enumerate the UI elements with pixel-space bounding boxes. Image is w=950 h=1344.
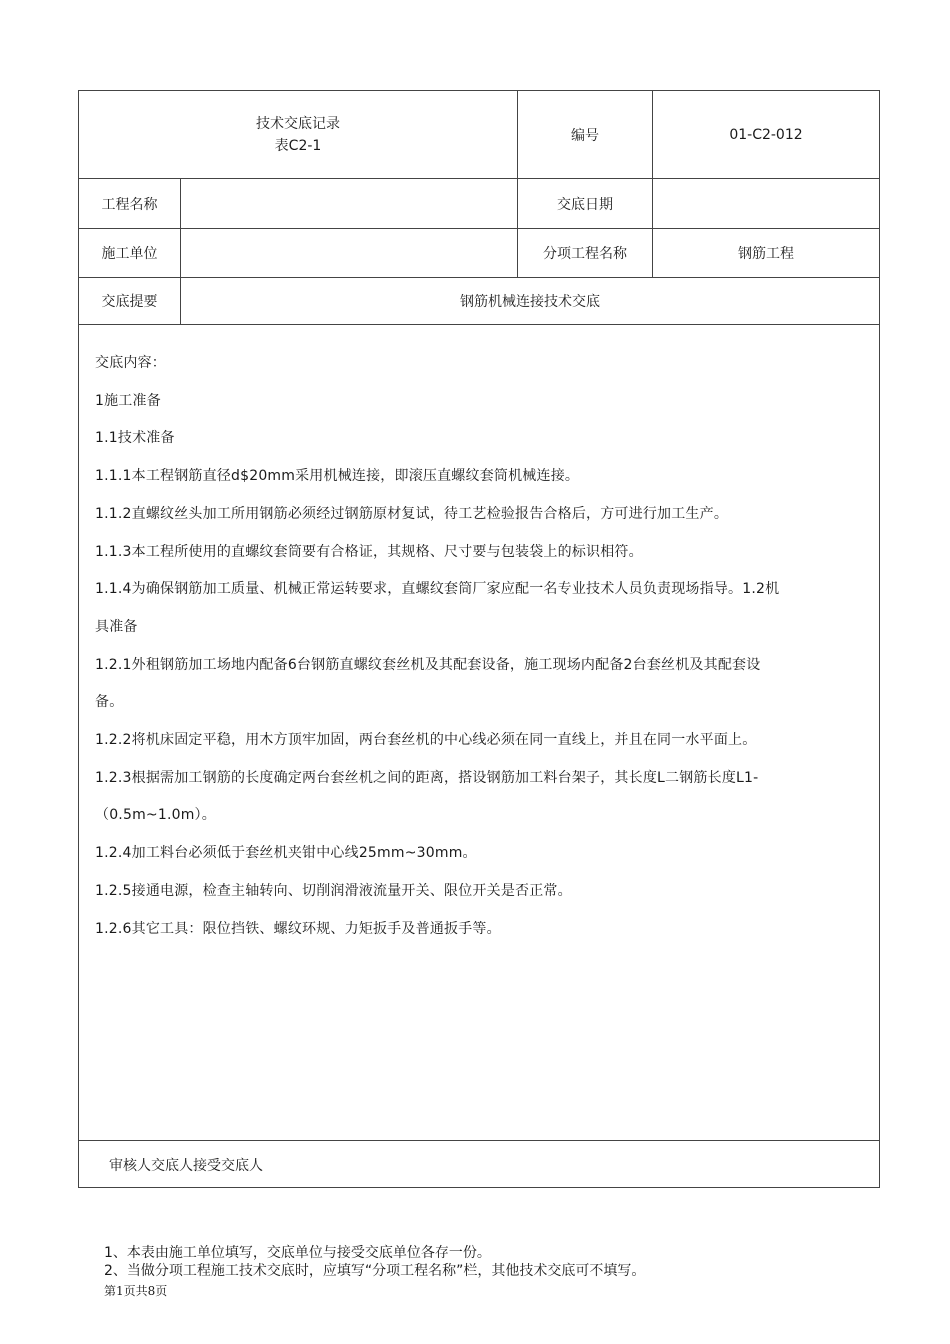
content-line: 1.2.5接通电源，检查主轴转向、切削润滑液流量开关、限位开关是否正常。: [95, 882, 572, 899]
unit-label: 施工单位: [101, 246, 158, 262]
content-line: 1.2.3根据需加工钢筋的长度确定两台套丝机之间的距离，搭设钢筋加工料台架子，其长度L二钢筋长度L1-: [95, 769, 759, 786]
content-line: 1.1.4为确保钢筋加工质量、机械正常运转要求，直螺纹套筒厂家应配一名专业技术人员负责现场指导。1.2机: [95, 581, 780, 598]
note-item: 2、当做分项工程施工技术交底时，应填写“分项工程名称”栏，其他技术交底可不填写。: [104, 1263, 646, 1279]
content-line: 1.2.1外租钢筋加工场地内配备6台钢筋直螺纹套丝机及其配套设备，施工现场内配备2台套丝机及其配套设: [95, 656, 761, 673]
content-line: 具准备: [95, 618, 138, 635]
content-line: 1.1.3本工程所使用的直螺纹套筒要有合格证，其规格、尺寸要与包装袋上的标识相符。: [95, 543, 643, 560]
form-notes: [104, 1244, 645, 1280]
content-line: 备。: [95, 694, 124, 711]
content-heading: 交底内容：: [95, 355, 166, 371]
content-line: 1.1.2直螺纹丝头加工所用钢筋必须经过钢筋原材复试，待工艺检验报告合格后，方可进行加工生产。: [95, 505, 729, 522]
content-line: 1.1技术准备: [95, 430, 175, 447]
form-title-cell: [79, 91, 517, 178]
number-value: 01-C2-012: [729, 126, 803, 143]
disclosure-content: [95, 345, 875, 948]
unit-field[interactable]: [181, 229, 517, 277]
disclosure-form: [78, 90, 880, 1188]
content-line: 1.2.2将机床固定平稳，用木方顶牢加固，两台套丝机的中心线必须在同一直线上，并且在同一水平面上。: [95, 732, 757, 749]
form-title: 技术交底记录: [256, 115, 340, 132]
project-name-label: 工程名称: [101, 196, 158, 213]
subitem-label: 分项工程名称: [543, 246, 627, 262]
row-divider: [79, 324, 879, 325]
content-line: 1.2.4加工料台必须低于套丝机夹钳中心线25mm~30mm。: [95, 845, 477, 862]
content-line: （0.5m~1.0m）。: [95, 807, 216, 824]
date-field[interactable]: [653, 179, 879, 228]
summary-value: 钢筋机械连接技术交底: [460, 294, 600, 310]
number-label: 编号: [571, 127, 599, 144]
date-label: 交底日期: [557, 196, 613, 213]
form-number-code: 表C2-1: [274, 137, 322, 154]
project-name-field[interactable]: [181, 179, 517, 228]
content-line: 1施工准备: [95, 392, 161, 409]
content-line: 1.2.6其它工具：限位挡铁、螺纹环规、力矩扳手及普通扳手等。: [95, 920, 501, 937]
page-footer: 第1页共8页: [104, 1284, 168, 1298]
note-item: 1、本表由施工单位填写，交底单位与接受交底单位各存一份。: [104, 1245, 491, 1261]
content-line: 1.1.1本工程钢筋直径d$20mm采用机械连接，即滚压直螺纹套筒机械连接。: [95, 468, 580, 485]
signature-line: 审核人交底人接受交底人: [109, 1158, 263, 1174]
subitem-value: 钢筋工程: [738, 246, 794, 262]
summary-label: 交底提要: [101, 294, 158, 310]
